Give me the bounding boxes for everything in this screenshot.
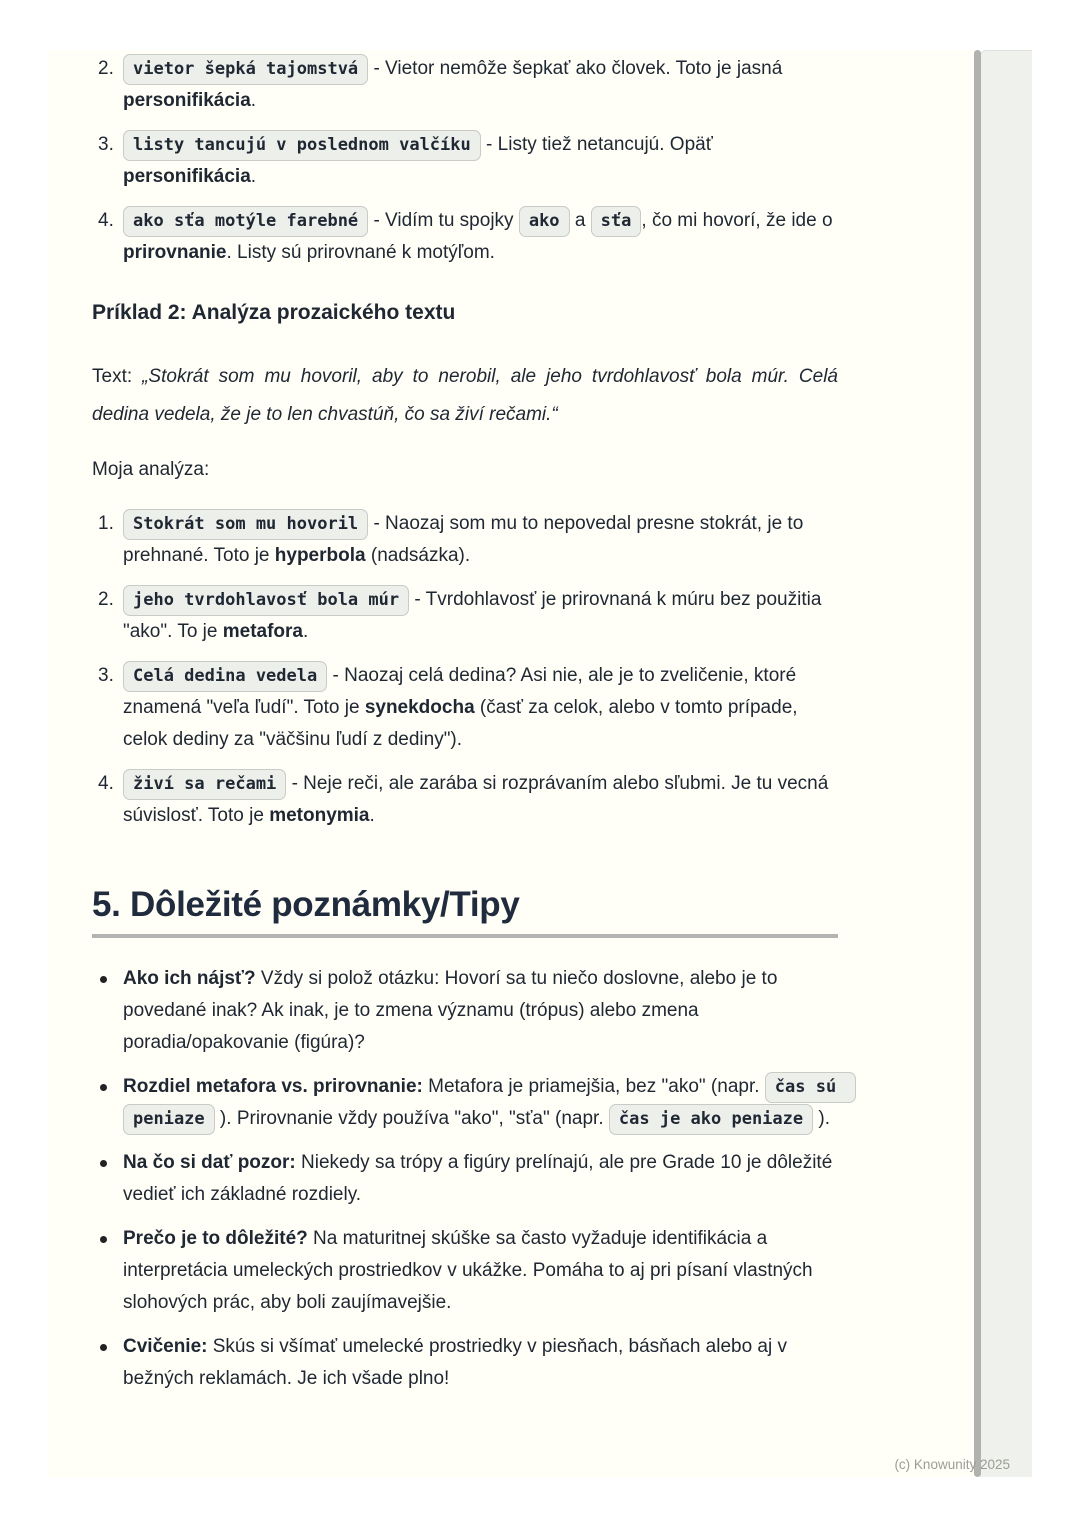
item-text: - Naozaj celá dedina? Asi nie, ale je to zveličenie, ktoré znamená "veľa ľudí". Toto je — [123, 665, 797, 718]
term-bold: metonymia — [269, 805, 370, 826]
inline-code-chip: jeho tvrdohlavosť bola múr — [123, 585, 409, 616]
item-text: , čo mi hovorí, že ide o — [641, 210, 833, 231]
item-text: . Listy sú prirovnané k motýľom. — [226, 242, 495, 263]
term-bold: prirovnanie — [123, 242, 227, 263]
item-text: - Listy tiež netancujú. Opäť — [480, 134, 713, 155]
heading-rule — [92, 934, 838, 938]
list-number: 3. — [98, 665, 114, 686]
document-content — [48, 50, 974, 1395]
term-bold: metafora — [222, 621, 303, 642]
section-heading: 5. Dôležité poznámky/Tipy — [92, 885, 520, 924]
list-item — [92, 129, 838, 193]
list-item — [92, 584, 838, 648]
text-label: Text: — [92, 366, 143, 387]
prose-analysis-list — [92, 508, 838, 832]
tip-text: ). Prirovnanie vždy používa "ako", "sťa" (napr. — [214, 1108, 609, 1129]
item-text: . — [369, 805, 375, 826]
list-item — [92, 508, 838, 572]
inline-code-chip: ako sťa motýle farebné — [123, 206, 368, 237]
item-text: . — [250, 166, 257, 187]
copyright-watermark: (c) Knowunity 2025 — [894, 1457, 1010, 1472]
item-text: - Neje reči, ale zarába si rozprávaním alebo sľubmi. Je tu vecná súvislosť. Toto je — [123, 773, 829, 826]
list-number: 1. — [98, 513, 114, 534]
tip-label: Rozdiel metafora vs. prirovnanie: — [123, 1076, 423, 1097]
inline-code-chip: vietor šepká tajomstvá — [123, 54, 368, 85]
inline-code-chip: čas sú peniaze — [123, 1072, 856, 1135]
term-bold: personifikácia — [123, 166, 251, 187]
example-text-paragraph — [92, 358, 838, 434]
tip-text: Vždy si polož otázku: Hovorí sa tu niečo doslovne, alebo je to povedané inak? Ak inak, je to zmena významu (trópus) alebo zmena poradia/opakovanie (figúra)? — [123, 968, 778, 1053]
scrollbar-thumb[interactable] — [974, 50, 981, 1477]
item-text: (časť za celok, alebo v tomto prípade, celok dediny za "väčšinu ľudí z dediny"). — [123, 697, 798, 750]
tip-label: Ako ich nájsť? — [123, 968, 256, 989]
item-text: . — [250, 90, 257, 111]
tip-label: Cvičenie: — [123, 1336, 208, 1357]
bullet-item — [92, 1223, 838, 1319]
list-item — [92, 205, 838, 269]
inline-code-chip: ako — [519, 206, 570, 237]
tip-label: Na čo si dať pozor: — [123, 1152, 296, 1173]
inline-code-chip: sťa — [591, 206, 642, 237]
item-text: - Tvrdohlavosť je prirovnaná k múru bez použitia "ako". To je — [123, 589, 822, 642]
list-number: 4. — [98, 210, 114, 231]
term-bold: personifikácia — [123, 90, 251, 111]
inline-code-chip: čas je ako peniaze — [609, 1104, 813, 1135]
quoted-text: „Stokrát som mu hovoril, aby to nerobil, ale jeho tvrdohlavosť bola múr. Celá dedina vedela, že je to len chvastúň, čo sa živí rečami.“ — [92, 366, 838, 425]
item-text: (nadsázka). — [365, 545, 471, 566]
bullet-item — [92, 1071, 847, 1135]
tips-list — [92, 963, 847, 1395]
example-heading: Príklad 2: Analýza prozaického textu — [92, 301, 456, 324]
analysis-label: Moja analýza: — [92, 459, 210, 480]
bullet-item — [92, 963, 838, 1059]
list-item — [92, 660, 838, 756]
item-text: - Naozaj som mu to nepovedal presne stokrát, je to prehnané. Toto je — [123, 513, 804, 566]
item-text: . — [303, 621, 309, 642]
tip-text: Metafora je priamejšia, bez "ako" (napr. — [422, 1076, 765, 1097]
poem-analysis-list — [92, 53, 838, 269]
inline-code-chip: Stokrát som mu hovoril — [123, 509, 368, 540]
bullet-item — [92, 1147, 838, 1211]
scrollbar-track[interactable] — [980, 50, 1032, 1477]
list-number: 4. — [98, 773, 114, 794]
term-bold: hyperbola — [274, 545, 366, 566]
item-text: - Vietor nemôže šepkať ako človek. Toto je jasná — [368, 58, 783, 79]
tip-text: ). — [813, 1108, 831, 1129]
list-number: 2. — [98, 58, 114, 79]
document-page — [48, 50, 974, 1477]
item-text: - Vidím tu spojky — [368, 210, 519, 231]
inline-code-chip: listy tancujú v poslednom valčíku — [123, 130, 481, 161]
bullet-item — [92, 1331, 838, 1395]
tip-text: Na maturitnej skúške sa často vyžaduje identifikácia a interpretácia umeleckých prostriedkov v ukážke. Pomáha to aj pri písaní vlastných slohových prác, aby boli zaujímavejšie. — [123, 1228, 813, 1313]
inline-code-chip: živí sa rečami — [123, 769, 286, 800]
list-item — [92, 53, 838, 117]
inline-code-chip: Celá dedina vedela — [123, 661, 327, 692]
tip-text: Skús si všímať umelecké prostriedky v piesňach, básňach alebo aj v bežných reklamách. Je ich všade plno! — [123, 1336, 787, 1389]
list-number: 3. — [98, 134, 114, 155]
term-bold: synekdocha — [364, 697, 475, 718]
item-text: a — [569, 210, 591, 231]
tip-text: Niekedy sa trópy a figúry prelínajú, ale pre Grade 10 je dôležité vedieť ich základné rozdiely. — [123, 1152, 833, 1205]
list-number: 2. — [98, 589, 114, 610]
list-item — [92, 768, 838, 832]
tip-label: Prečo je to dôležité? — [123, 1228, 308, 1249]
